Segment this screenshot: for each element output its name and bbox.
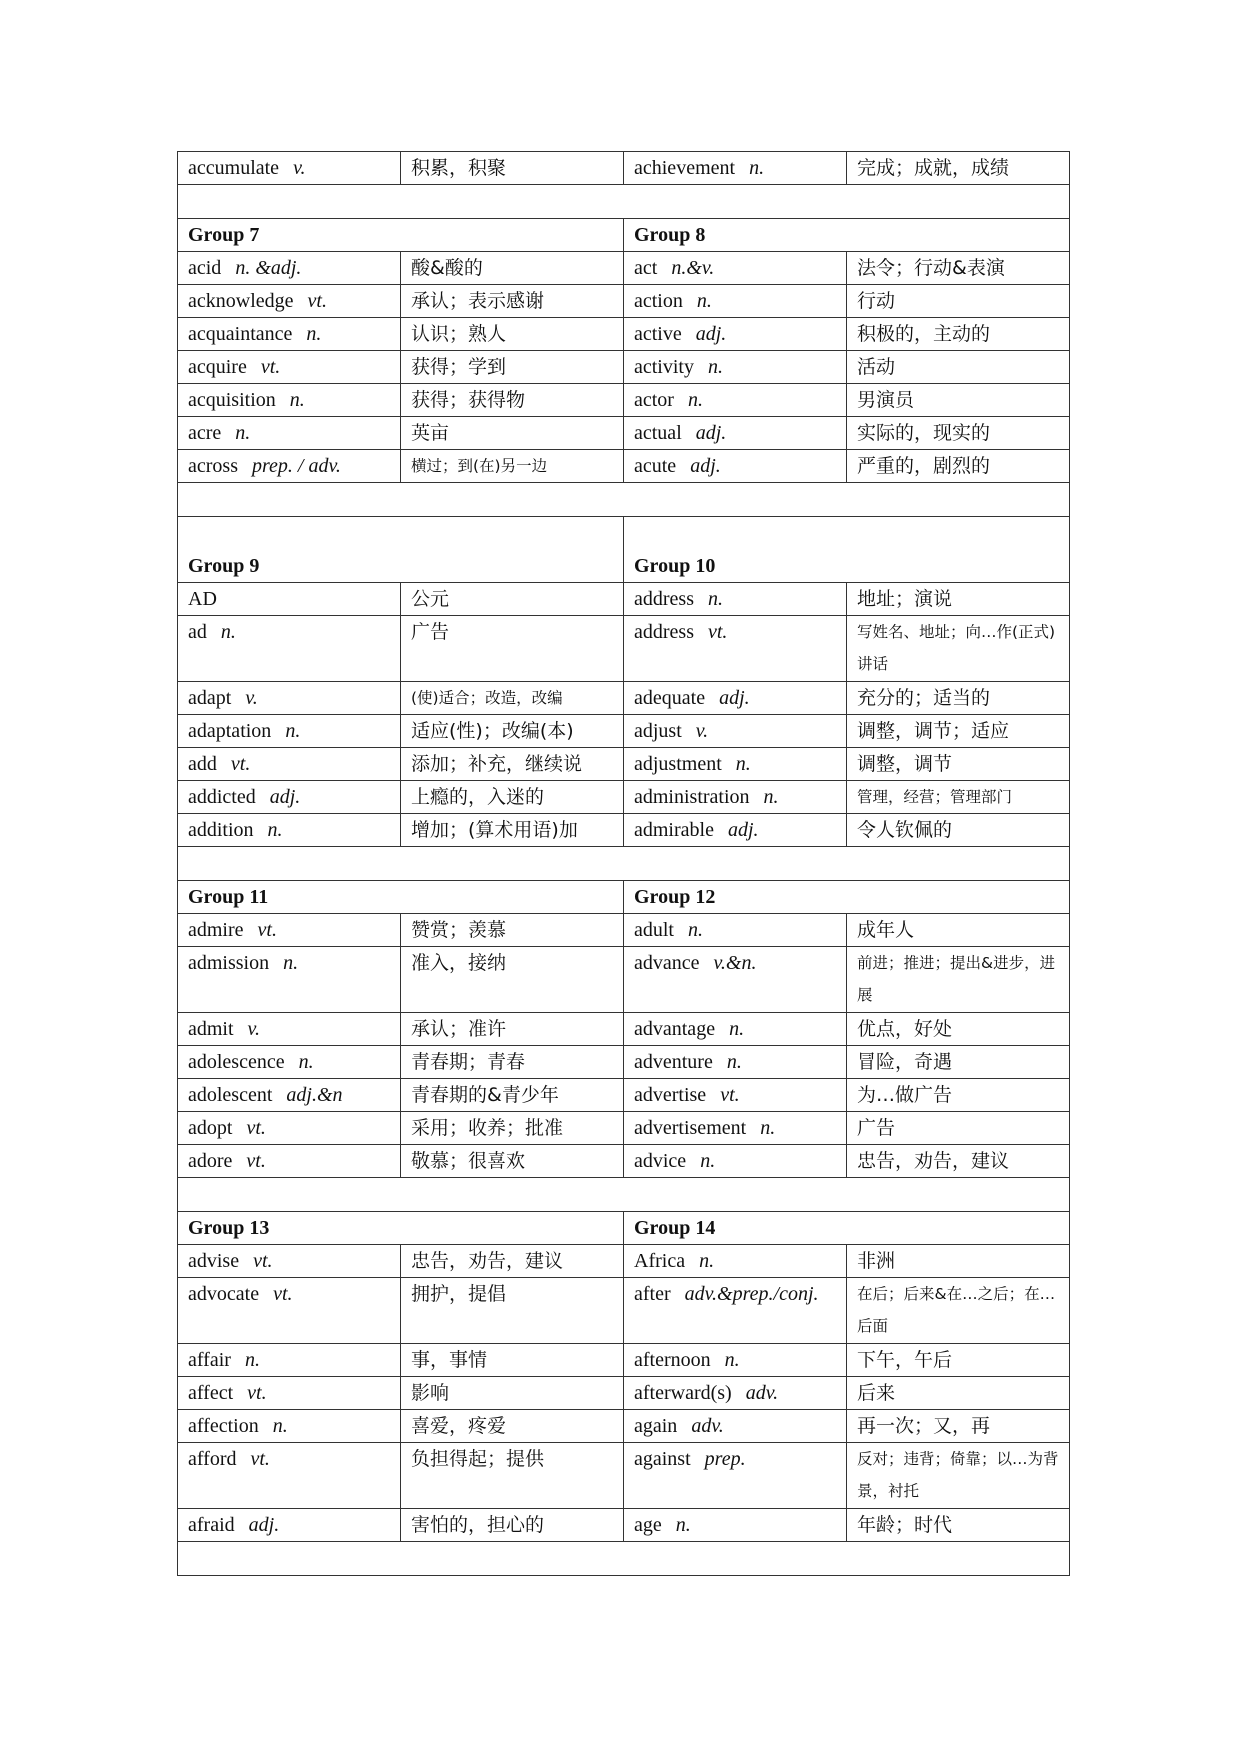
headword: advance	[634, 952, 700, 974]
headword: addition	[188, 819, 254, 841]
word-cell	[178, 1278, 401, 1344]
meaning-cell: 添加；补充，继续说	[401, 748, 624, 781]
meaning-cell: 活动	[847, 351, 1070, 384]
meaning-cell: 地址；演说	[847, 583, 1070, 616]
meaning-cell: 广告	[401, 616, 624, 682]
meaning-cell: 冒险，奇遇	[847, 1046, 1070, 1079]
word-cell	[624, 252, 847, 285]
table-row	[178, 616, 1070, 682]
group-heading: Group 13	[178, 1212, 624, 1245]
headword: active	[634, 323, 682, 345]
word-cell	[178, 748, 401, 781]
headword: afford	[188, 1448, 237, 1470]
word-cell	[624, 1377, 847, 1410]
word-cell	[178, 914, 401, 947]
table-row	[178, 781, 1070, 814]
meaning-cell: 优点，好处	[847, 1013, 1070, 1046]
part-of-speech: n.	[696, 290, 712, 312]
meaning-cell: 反对；违背；倚靠；以…为背景，衬托	[847, 1443, 1070, 1509]
meaning-cell: 积累，积聚	[401, 152, 624, 185]
meaning-cell: 写姓名、地址；向…作(正式)讲话	[847, 616, 1070, 682]
meaning-cell: 获得；学到	[401, 351, 624, 384]
part-of-speech: vt.	[720, 1084, 740, 1106]
meaning-cell: 上瘾的，入迷的	[401, 781, 624, 814]
word-cell	[178, 1410, 401, 1443]
headword: advocate	[188, 1283, 260, 1305]
headword: acute	[634, 455, 677, 477]
headword: act	[634, 257, 658, 279]
part-of-speech: n.	[699, 1250, 715, 1272]
vocabulary-sheet	[177, 151, 1069, 1576]
table-row	[178, 1112, 1070, 1145]
headword: adopt	[188, 1117, 233, 1139]
headword: adapt	[188, 687, 232, 709]
word-cell	[624, 682, 847, 715]
spacer-row	[178, 483, 1070, 517]
part-of-speech: vt.	[707, 621, 728, 643]
spacer-row	[178, 1542, 1070, 1576]
part-of-speech: adj.	[695, 422, 727, 444]
word-cell	[178, 1046, 401, 1079]
headword: acquaintance	[188, 323, 293, 345]
part-of-speech: n.	[235, 422, 251, 444]
group-heading: Group 8	[624, 219, 1070, 252]
table-row	[178, 152, 1070, 185]
meaning-cell: 认识；熟人	[401, 318, 624, 351]
part-of-speech: n.	[289, 389, 305, 411]
headword: Africa	[634, 1250, 686, 1272]
table-row	[178, 814, 1070, 847]
word-cell	[178, 417, 401, 450]
meaning-cell: 完成；成就，成绩	[847, 152, 1070, 185]
table-row	[178, 1013, 1070, 1046]
meaning-cell: 承认；表示感谢	[401, 285, 624, 318]
headword: afterward(s)	[634, 1382, 732, 1404]
table-row	[178, 914, 1070, 947]
part-of-speech: n.	[726, 1051, 742, 1073]
spacer-row	[178, 1178, 1070, 1212]
table-row	[178, 384, 1070, 417]
word-cell	[624, 1344, 847, 1377]
meaning-cell: 增加；(算术用语)加	[401, 814, 624, 847]
word-cell	[624, 1278, 847, 1344]
headword: admire	[188, 919, 244, 941]
headword: afternoon	[634, 1349, 711, 1371]
spacer-cell	[178, 185, 1070, 219]
meaning-cell: 为…做广告	[847, 1079, 1070, 1112]
group-heading: Group 7	[178, 219, 624, 252]
group-header-row	[178, 881, 1070, 914]
spacer-cell	[178, 1542, 1070, 1576]
headword: adventure	[634, 1051, 713, 1073]
table-row	[178, 1145, 1070, 1178]
headword: add	[188, 753, 217, 775]
word-cell	[624, 1509, 847, 1542]
headword: ad	[188, 621, 207, 643]
meaning-cell: 影响	[401, 1377, 624, 1410]
table-row	[178, 1245, 1070, 1278]
meaning-cell: 行动	[847, 285, 1070, 318]
part-of-speech: prep. / adv.	[251, 455, 341, 477]
headword: advice	[634, 1150, 687, 1172]
word-cell	[624, 947, 847, 1013]
meaning-cell: 害怕的，担心的	[401, 1509, 624, 1542]
word-cell	[178, 781, 401, 814]
headword: acquire	[188, 356, 247, 378]
word-cell	[178, 152, 401, 185]
part-of-speech: n.	[675, 1514, 691, 1536]
table-row	[178, 715, 1070, 748]
meaning-cell: 横过；到(在)另一边	[401, 450, 624, 483]
word-cell	[178, 715, 401, 748]
part-of-speech: adj.&n	[286, 1084, 343, 1106]
word-cell	[624, 814, 847, 847]
headword: activity	[634, 356, 694, 378]
table-row	[178, 1443, 1070, 1509]
meaning-cell: 成年人	[847, 914, 1070, 947]
table-row	[178, 583, 1070, 616]
headword: advantage	[634, 1018, 716, 1040]
part-of-speech: v.	[695, 720, 709, 742]
part-of-speech: n.	[285, 720, 301, 742]
word-cell	[624, 1245, 847, 1278]
word-cell	[624, 1410, 847, 1443]
part-of-speech: n.	[267, 819, 283, 841]
table-row	[178, 450, 1070, 483]
part-of-speech: n.	[283, 952, 299, 974]
table-row	[178, 285, 1070, 318]
word-cell	[624, 384, 847, 417]
headword: affect	[188, 1382, 234, 1404]
word-cell	[178, 1079, 401, 1112]
part-of-speech: n.	[724, 1349, 740, 1371]
word-cell	[624, 417, 847, 450]
spacer-cell	[178, 483, 1070, 517]
word-cell	[178, 384, 401, 417]
meaning-cell: 广告	[847, 1112, 1070, 1145]
meaning-cell: 调整，调节	[847, 748, 1070, 781]
word-cell	[624, 1112, 847, 1145]
part-of-speech: vt.	[246, 1150, 266, 1172]
headword: after	[634, 1283, 671, 1305]
headword: again	[634, 1415, 678, 1437]
headword: advertise	[634, 1084, 707, 1106]
part-of-speech: n.	[306, 323, 322, 345]
table-row	[178, 1377, 1070, 1410]
group-heading: Group 14	[624, 1212, 1070, 1245]
meaning-cell: 充分的；适当的	[847, 682, 1070, 715]
meaning-cell: 承认；准许	[401, 1013, 624, 1046]
part-of-speech: adv.&prep./conj.	[684, 1283, 819, 1305]
headword: addicted	[188, 786, 256, 808]
word-cell	[178, 1245, 401, 1278]
part-of-speech: vt.	[247, 1382, 267, 1404]
part-of-speech: v.&n.	[713, 952, 757, 974]
word-cell	[624, 351, 847, 384]
spacer-cell	[178, 1178, 1070, 1212]
word-cell	[178, 1013, 401, 1046]
meaning-cell: 实际的，现实的	[847, 417, 1070, 450]
group-heading: Group 12	[624, 881, 1070, 914]
word-cell	[624, 914, 847, 947]
meaning-cell: 积极的，主动的	[847, 318, 1070, 351]
meaning-cell: 调整，调节；适应	[847, 715, 1070, 748]
headword: advise	[188, 1250, 240, 1272]
meaning-cell: 公元	[401, 583, 624, 616]
headword: address	[634, 588, 694, 610]
table-row	[178, 947, 1070, 1013]
headword: age	[634, 1514, 662, 1536]
word-cell	[178, 616, 401, 682]
vocabulary-table	[177, 151, 1070, 1576]
meaning-cell: 前进；推进；提出&进步，进展	[847, 947, 1070, 1013]
meaning-cell: 适应(性)；改编(本)	[401, 715, 624, 748]
headword: adjustment	[634, 753, 722, 775]
group-heading: Group 11	[178, 881, 624, 914]
headword: AD	[188, 588, 217, 610]
meaning-cell: 事，事情	[401, 1344, 624, 1377]
meaning-cell: 赞赏；羡慕	[401, 914, 624, 947]
table-row	[178, 1344, 1070, 1377]
part-of-speech: adj.	[269, 786, 301, 808]
meaning-cell: 法令；行动&表演	[847, 252, 1070, 285]
table-row	[178, 1278, 1070, 1344]
part-of-speech: n.	[244, 1349, 260, 1371]
part-of-speech: v.	[245, 687, 258, 709]
part-of-speech: adv.	[745, 1382, 779, 1404]
word-cell	[624, 1046, 847, 1079]
headword: advertisement	[634, 1117, 747, 1139]
table-row	[178, 417, 1070, 450]
part-of-speech: vt.	[230, 753, 251, 775]
word-cell	[624, 1443, 847, 1509]
part-of-speech: vt.	[273, 1283, 293, 1305]
part-of-speech: n.	[687, 389, 703, 411]
headword: acknowledge	[188, 290, 294, 312]
word-cell	[624, 1079, 847, 1112]
part-of-speech: adj.	[727, 819, 759, 841]
meaning-cell: 敬慕；很喜欢	[401, 1145, 624, 1178]
meaning-cell: 年龄；时代	[847, 1509, 1070, 1542]
word-cell	[178, 1112, 401, 1145]
meaning-cell: 准入，接纳	[401, 947, 624, 1013]
meaning-cell: 忠告，劝告，建议	[401, 1245, 624, 1278]
headword: actual	[634, 422, 682, 444]
headword: administration	[634, 786, 750, 808]
group-heading: Group 10	[624, 517, 1070, 583]
headword: affair	[188, 1349, 231, 1371]
part-of-speech: n.	[700, 1150, 716, 1172]
table-row	[178, 1410, 1070, 1443]
table-row	[178, 1509, 1070, 1542]
headword: address	[634, 621, 694, 643]
headword: adolescent	[188, 1084, 273, 1106]
meaning-cell: 非洲	[847, 1245, 1070, 1278]
part-of-speech: n.	[220, 621, 236, 643]
vocabulary-table-body	[178, 152, 1070, 1576]
part-of-speech: adj.	[719, 687, 750, 709]
part-of-speech: vt.	[253, 1250, 273, 1272]
word-cell	[624, 450, 847, 483]
part-of-speech: vt.	[246, 1117, 266, 1139]
part-of-speech: n.	[735, 753, 751, 775]
word-cell	[178, 351, 401, 384]
word-cell	[624, 715, 847, 748]
meaning-cell: 喜爱，疼爱	[401, 1410, 624, 1443]
headword: achievement	[634, 157, 736, 179]
word-cell	[178, 450, 401, 483]
headword: acid	[188, 257, 222, 279]
table-row	[178, 1079, 1070, 1112]
word-cell	[178, 947, 401, 1013]
headword: across	[188, 455, 238, 477]
word-cell	[178, 1443, 401, 1509]
word-cell	[624, 583, 847, 616]
word-cell	[178, 1377, 401, 1410]
part-of-speech: n.	[688, 919, 703, 941]
part-of-speech: n.	[763, 786, 779, 808]
meaning-cell: 忠告，劝告，建议	[847, 1145, 1070, 1178]
headword: afraid	[188, 1514, 235, 1536]
headword: adore	[188, 1150, 233, 1172]
word-cell	[624, 285, 847, 318]
headword: adult	[634, 919, 674, 941]
headword: affection	[188, 1415, 259, 1437]
meaning-cell: 青春期的&青少年	[401, 1079, 624, 1112]
meaning-cell: 拥护，提倡	[401, 1278, 624, 1344]
part-of-speech: vt.	[307, 290, 327, 312]
word-cell	[624, 1013, 847, 1046]
headword: adequate	[634, 687, 706, 709]
headword: against	[634, 1448, 691, 1470]
meaning-cell: 酸&酸的	[401, 252, 624, 285]
spacer-row	[178, 847, 1070, 881]
part-of-speech: n.	[707, 588, 723, 610]
part-of-speech: n.	[707, 356, 723, 378]
meaning-cell: 采用；收养；批准	[401, 1112, 624, 1145]
meaning-cell: 再一次；又，再	[847, 1410, 1070, 1443]
part-of-speech: n.	[298, 1051, 314, 1073]
word-cell	[624, 152, 847, 185]
part-of-speech: vt.	[250, 1448, 270, 1470]
spacer-row	[178, 185, 1070, 219]
part-of-speech: n.	[729, 1018, 745, 1040]
part-of-speech: adj.	[695, 323, 727, 345]
word-cell	[624, 748, 847, 781]
headword: acre	[188, 422, 222, 444]
table-row	[178, 252, 1070, 285]
headword: admission	[188, 952, 270, 974]
group-header-row	[178, 517, 1070, 583]
part-of-speech: adv.	[691, 1415, 724, 1437]
table-row	[178, 748, 1070, 781]
table-row	[178, 1046, 1070, 1079]
headword: admit	[188, 1018, 234, 1040]
meaning-cell: 严重的，剧烈的	[847, 450, 1070, 483]
part-of-speech: v.	[247, 1018, 260, 1040]
headword: actor	[634, 389, 674, 411]
part-of-speech: adj.	[248, 1514, 280, 1536]
word-cell	[178, 1509, 401, 1542]
word-cell	[178, 1145, 401, 1178]
headword: action	[634, 290, 683, 312]
word-cell	[178, 682, 401, 715]
part-of-speech: n.&v.	[671, 257, 715, 279]
meaning-cell: 后来	[847, 1377, 1070, 1410]
meaning-cell: 获得；获得物	[401, 384, 624, 417]
spacer-cell	[178, 847, 1070, 881]
meaning-cell: 英亩	[401, 417, 624, 450]
word-cell	[178, 318, 401, 351]
word-cell	[624, 1145, 847, 1178]
word-cell	[624, 318, 847, 351]
headword: adaptation	[188, 720, 272, 742]
meaning-cell: 在后；后来&在…之后；在…后面	[847, 1278, 1070, 1344]
word-cell	[178, 583, 401, 616]
part-of-speech: vt.	[257, 919, 277, 941]
part-of-speech: v.	[293, 157, 306, 179]
headword: accumulate	[188, 157, 280, 179]
part-of-speech: adj.	[690, 455, 721, 477]
meaning-cell: 令人钦佩的	[847, 814, 1070, 847]
meaning-cell: 青春期；青春	[401, 1046, 624, 1079]
word-cell	[178, 1344, 401, 1377]
part-of-speech: n.	[749, 157, 765, 179]
part-of-speech: prep.	[704, 1448, 746, 1470]
part-of-speech: n. &adj.	[235, 257, 302, 279]
table-row	[178, 682, 1070, 715]
group-heading: Group 9	[178, 517, 624, 583]
part-of-speech: n.	[760, 1117, 776, 1139]
headword: adolescence	[188, 1051, 285, 1073]
table-row	[178, 351, 1070, 384]
part-of-speech: vt.	[260, 356, 281, 378]
part-of-speech: n.	[272, 1415, 288, 1437]
meaning-cell: 负担得起；提供	[401, 1443, 624, 1509]
group-header-row	[178, 1212, 1070, 1245]
table-row	[178, 318, 1070, 351]
headword: adjust	[634, 720, 682, 742]
headword: acquisition	[188, 389, 276, 411]
word-cell	[178, 814, 401, 847]
word-cell	[624, 781, 847, 814]
word-cell	[624, 616, 847, 682]
meaning-cell: (使)适合；改造，改编	[401, 682, 624, 715]
word-cell	[178, 252, 401, 285]
meaning-cell: 男演员	[847, 384, 1070, 417]
meaning-cell: 管理，经营；管理部门	[847, 781, 1070, 814]
meaning-cell: 下午，午后	[847, 1344, 1070, 1377]
headword: admirable	[634, 819, 714, 841]
group-header-row	[178, 219, 1070, 252]
word-cell	[178, 285, 401, 318]
